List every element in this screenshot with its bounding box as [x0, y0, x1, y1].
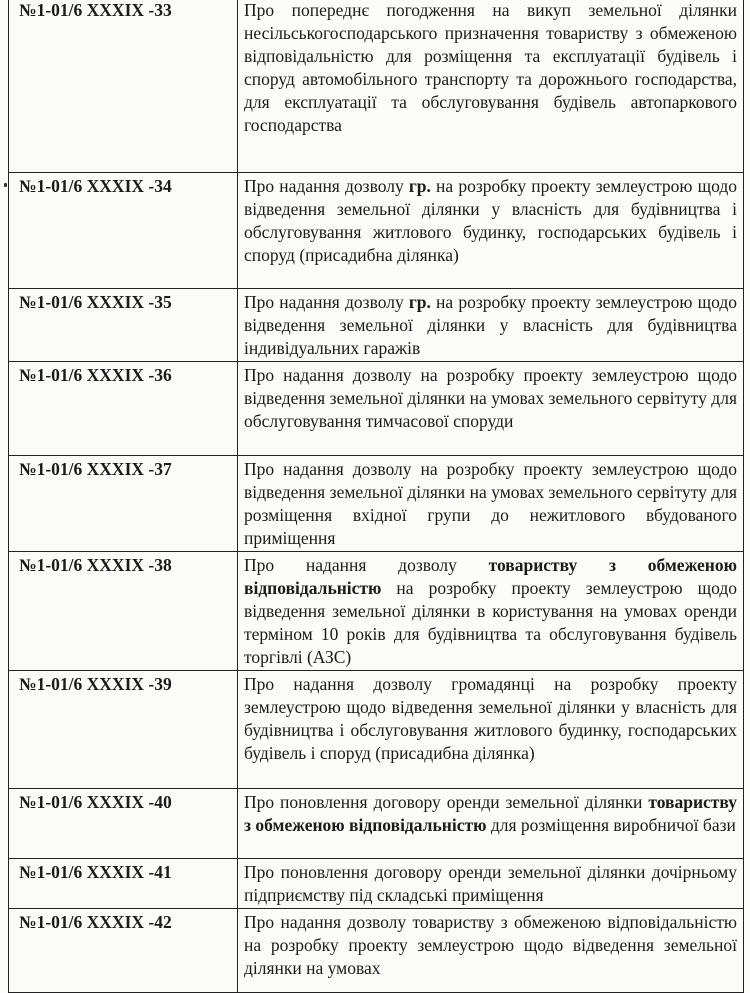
decision-number: №1-01/6 XXXIX -33: [9, 0, 238, 173]
decision-number: №1-01/6 XXXIX -39: [9, 671, 238, 789]
decision-description: [238, 552, 744, 671]
decision-description: [238, 909, 744, 993]
decision-description: [238, 789, 744, 859]
description-text: Про поновлення договору оренди земельної ділянки дочірньому підприємству під складські приміщення: [244, 862, 737, 905]
decision-number: №1-01/6 XXXIX -41: [9, 859, 238, 909]
description-text: Про надання дозволу: [244, 292, 409, 312]
decisions-table: [8, 0, 744, 993]
description-text: Про надання дозволу громадянці на розробку проекту землеустрою щодо відведення земельної ділянки у власність для будівництва і обслуговування житлового будинку, господарських будівель і споруд (присадибна ділянка): [244, 674, 737, 763]
decision-description: [238, 0, 744, 173]
description-text: Про надання дозволу на розробку проекту землеустрою щодо відведення земельної ділянки на умовах земельного сервітуту для розміщення вхідної групи до нежитлового вбудованого приміщення: [244, 459, 737, 548]
description-text: Про попереднє погодження на викуп земельної ділянки несільськогосподарського призначення товариству з обмеженою відповідальністю для розміщення та експлуатації будівель і споруд автомобільного транспорту та дорожнього господарства, для експлуатації та обслуговування будівель автопаркового господарства: [244, 0, 737, 135]
description-text: на розробку проекту землеустрою щодо відведення земельної ділянки у власність для будівництва і обслуговування житлового будинку, господарських будівель і споруд (присадибна ділянка): [244, 176, 737, 265]
table-row: [9, 362, 744, 456]
description-text: Про надання дозволу на розробку проекту землеустрою щодо відведення земельної ділянки на умовах земельного сервітуту для обслуговування тимчасової споруди: [244, 365, 737, 431]
description-bold-text: гр.: [408, 292, 431, 312]
table-row: [9, 173, 744, 289]
table-row: [9, 456, 744, 552]
description-text: для розміщення виробничої бази: [486, 815, 736, 835]
description-text: Про поновлення договору оренди земельної ділянки: [244, 792, 649, 812]
description-text: на розробку проекту землеустрою щодо відведення земельної ділянки в користування на умовах оренди терміном 10 років для будівництва та обслуговування будівель торгівлі (АЗС): [244, 578, 737, 667]
decision-number: №1-01/6 XXXIX -37: [9, 456, 238, 552]
description-text: Про надання дозволу: [244, 555, 489, 575]
decision-description: [238, 289, 744, 362]
decision-number: №1-01/6 XXXIX -35: [9, 289, 238, 362]
decision-description: [238, 173, 744, 289]
description-bold-text: гр.: [408, 176, 431, 196]
table-row: [9, 909, 744, 993]
decision-number: №1-01/6 XXXIX -40: [9, 789, 238, 859]
description-bold-text: товариству з обмеженою відповідальністю: [244, 555, 737, 598]
description-bold-text: товариству з обмеженою відповідальністю: [244, 792, 737, 835]
table-row: [9, 671, 744, 789]
description-text: Про надання дозволу товариству з обмеженою відповідальністю на розробку проекту землеустрою щодо відведення земельної ділянки на умовах: [244, 912, 737, 978]
decision-description: [238, 671, 744, 789]
decision-number: №1-01/6 XXXIX -38: [9, 552, 238, 671]
decision-number: №1-01/6 XXXIX -42: [9, 909, 238, 993]
description-text: Про надання дозволу: [244, 176, 409, 196]
table-row: [9, 289, 744, 362]
table-row: [9, 859, 744, 909]
decision-description: [238, 859, 744, 909]
decision-number: №1-01/6 XXXIX -36: [9, 362, 238, 456]
scan-mark: [4, 183, 7, 187]
decision-description: [238, 362, 744, 456]
decision-number: №1-01/6 XXXIX -34: [9, 173, 238, 289]
table-row: [9, 0, 744, 173]
table-row: [9, 552, 744, 671]
description-text: на розробку проекту землеустрою щодо відведення земельної ділянки у власність для будівництва індивідуальних гаражів: [244, 292, 737, 358]
decision-description: [238, 456, 744, 552]
table-row: [9, 789, 744, 859]
